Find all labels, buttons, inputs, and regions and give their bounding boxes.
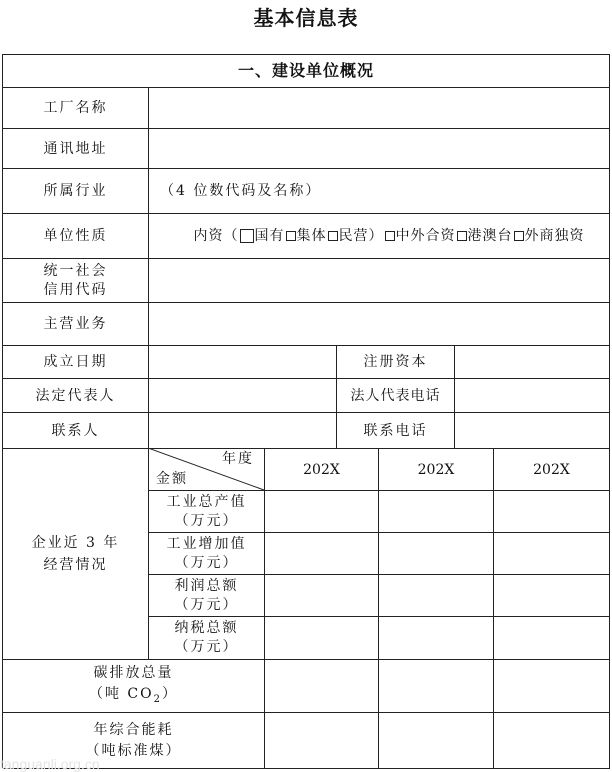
row-added-value-unit: （万元） — [174, 554, 239, 571]
input-legal-rep[interactable] — [149, 379, 336, 412]
label-registered-capital: 注册资本 — [363, 354, 428, 370]
row-profit-unit: （万元） — [174, 596, 239, 613]
label-energy-line1: 年综合能耗 — [93, 721, 174, 738]
watermark: tanguanli.org.cn — [0, 756, 100, 772]
nature-collective: 集体 — [296, 228, 327, 244]
row-output-value-unit: （万元） — [174, 512, 239, 529]
label-operations — [3, 449, 148, 659]
input-registered-capital[interactable] — [455, 346, 609, 378]
header-amount: 金额 — [156, 471, 188, 487]
label-credit-code-line2: 信用代码 — [43, 281, 108, 298]
checkbox-collective[interactable] — [286, 231, 296, 241]
input-contact[interactable] — [149, 413, 336, 448]
row-output-value — [149, 491, 264, 532]
nature-foreign: 外商独资 — [524, 228, 585, 244]
nature-private: 民营） — [338, 228, 384, 244]
nature-options — [149, 214, 609, 258]
row-added-value-name: 工业增加值 — [166, 535, 247, 552]
nature-state: 国有 — [254, 228, 285, 244]
label-legal-rep-phone: 法人代表电话 — [350, 387, 441, 404]
checkbox-foreign[interactable] — [514, 231, 524, 241]
checkbox-private[interactable] — [328, 231, 338, 241]
input-legal-rep-phone[interactable] — [455, 379, 609, 412]
label-operations-line1: 企业近 3 年 — [31, 535, 120, 551]
document-title: 基本信息表 — [253, 6, 359, 30]
industry-hint: （4 位数代码及名称） — [160, 183, 322, 199]
label-nature: 单位性质 — [43, 228, 108, 244]
section-header: 一、建设单位概况 — [237, 61, 374, 80]
label-main-business: 主营业务 — [43, 316, 108, 332]
label-industry: 所属行业 — [43, 183, 108, 199]
input-address[interactable] — [149, 129, 609, 168]
input-established[interactable] — [149, 346, 336, 378]
checkbox-jv[interactable] — [385, 231, 395, 241]
row-profit-name: 利润总额 — [174, 577, 239, 594]
row-profit — [149, 575, 264, 616]
year-col-2: 202X — [417, 461, 455, 478]
nature-jv: 中外合资 — [395, 228, 456, 244]
input-credit-code[interactable] — [149, 259, 609, 302]
label-contact: 联系人 — [51, 422, 100, 439]
label-carbon-line2: （吨 $CO_2$） — [88, 685, 178, 705]
header-year: 年度 — [222, 451, 254, 467]
label-address: 通讯地址 — [43, 140, 108, 157]
label-credit-code — [3, 259, 148, 302]
row-added-value — [149, 533, 264, 574]
input-industry[interactable] — [160, 169, 600, 213]
input-factory-name[interactable] — [149, 88, 609, 128]
label-legal-rep: 法定代表人 — [35, 387, 116, 404]
checkbox-hk[interactable] — [457, 231, 467, 241]
label-operations-line2: 经营情况 — [43, 557, 108, 573]
checkbox-state[interactable] — [240, 229, 254, 243]
row-output-value-name: 工业总产值 — [166, 493, 247, 510]
row-tax-name: 纳税总额 — [174, 620, 239, 636]
input-contact-phone[interactable] — [455, 413, 609, 448]
label-credit-code-line1: 统一社会 — [43, 262, 108, 279]
row-tax-unit: （万元） — [174, 639, 239, 655]
year-col-1: 202X — [303, 461, 340, 478]
label-established: 成立日期 — [43, 354, 108, 370]
row-tax — [149, 617, 264, 659]
label-energy-line2: （吨标准煤） — [85, 742, 182, 759]
input-main-business[interactable] — [149, 303, 609, 345]
label-carbon — [3, 660, 264, 712]
nature-domestic: 内资（ — [193, 228, 239, 244]
label-carbon-line1: 碳排放总量 — [93, 664, 174, 681]
nature-hk: 港澳台 — [467, 228, 513, 244]
label-factory-name: 工厂名称 — [43, 100, 108, 116]
year-col-3: 202X — [533, 461, 570, 478]
label-contact-phone: 联系电话 — [363, 422, 428, 439]
